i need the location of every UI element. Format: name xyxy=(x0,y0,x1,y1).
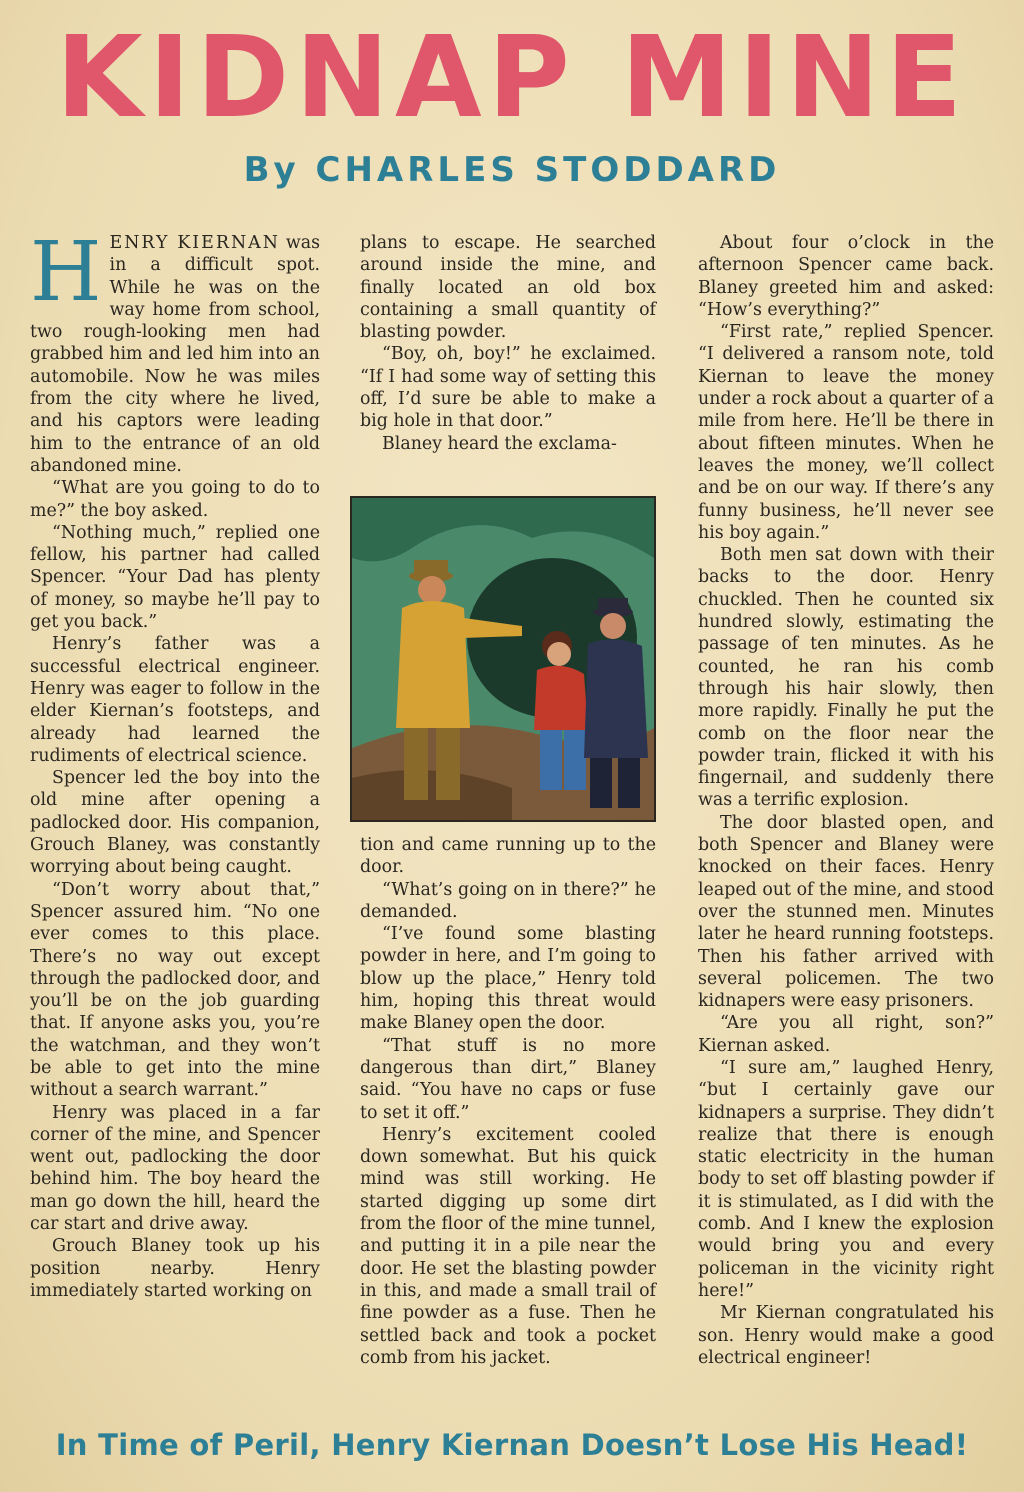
paragraph: “I sure am,” laughed Henry, “but I certainly gave our kidnapers a surprise. They didn’t realize that there is enough static electricity in the human body to set off blasting powder if it is stimulated, as I did with the comb. And I knew the explosion would bring you and every policeman in the vicinity right here!” xyxy=(698,1057,994,1301)
mine-scene-image xyxy=(352,498,654,820)
footer-tagline: In Time of Peril, Henry Kiernan Doesn’t Lose His Head! xyxy=(55,1428,969,1462)
column-2-top xyxy=(360,232,656,455)
story-title: KIDNAP MINE xyxy=(55,13,969,143)
paragraph: “Don’t worry about that,” Spencer assured him. “No one ever comes to this place. There’s no way out except through the padlocked door, and you’ll be on the job guarding that. If anyone asks you, you’re the watchman, and they won’t be able to get into the mine without a search warrant.” xyxy=(30,879,320,1101)
paragraph: The door blasted open, and both Spencer and Blaney were knocked on their faces. Henry leaped out of the mine, and stood over the stunned men. Minutes later he heard running footsteps. Then his father arrived with several policemen. The two kidnapers were easy prisoners. xyxy=(698,812,994,1012)
paragraph: Henry’s father was a successful electrical engineer. Henry was eager to follow in the elder Kiernan’s footsteps, and already had learned the rudiments of electrical science. xyxy=(30,634,320,766)
paragraph: “That stuff is no more dangerous than dirt,” Blaney said. “You have no caps or fuse to set it off.” xyxy=(360,1035,656,1123)
paragraph: Spencer led the boy into the old mine after opening a padlocked door. His companion, Grouch Blaney, was constantly worrying about being caught. xyxy=(30,768,320,878)
drop-cap: H xyxy=(30,225,102,320)
paragraph: “Boy, oh, boy!” he exclaimed. “If I had some way of setting this off, I’d sure be able to make a big hole in that door.” xyxy=(360,344,656,432)
paragraph: Mr Kiernan congratulated his son. Henry would make a good electrical engineer! xyxy=(698,1303,994,1368)
paragraph: Grouch Blaney took up his position nearby. Henry immediately started working on xyxy=(30,1236,320,1301)
paragraph: “First rate,” replied Spencer. “I delivered a ransom note, told Kiernan to leave the money under a rock about a quarter of a mile from here. He’ll be there in about fifteen minutes. When he leaves the money, we’ll collect and be on our way. If there’s any funny business, he’ll never see his boy again.” xyxy=(698,322,994,543)
paragraph: “What’s going on in there?” he demanded. xyxy=(360,879,656,922)
column-1 xyxy=(30,225,320,1302)
column-2-bottom xyxy=(360,834,656,1369)
paragraph: Both men sat down with their backs to the door. Henry chuckled. Then he counted six hundred slowly, estimating the passage of ten minutes. As he counted, he ran his comb through his hair slowly, then more rapidly. Finally he put the comb on the floor near the powder train, flicked it with his fingernail, and suddenly there was a terrific explosion. xyxy=(698,545,994,811)
paragraph: About four o’clock in the afternoon Spencer came back. Blaney greeted him and asked: “How’s everything?” xyxy=(698,233,994,320)
paragraph-text: was in a difficult spot. While he was on the way home from school, two rough-looking men had grabbed him and led him into an automobile. Now he was miles from the city where he lived, and his captors were leading him to the entrance of an old abandoned mine. xyxy=(30,233,320,476)
paragraph: Henry’s excitement cooled down somewhat. But his quick mind was still working. He started digging up some dirt from the floor of the mine tunnel, and putting it in a pile near the door. He set the blasting powder in this, and made a small trail of fine powder as a fuse. Then he settled back and took a pocket comb from his jacket. xyxy=(360,1124,656,1368)
paragraph: “Are you all right, son?” Kiernan asked. xyxy=(698,1013,994,1056)
paragraph: “I’ve found some blasting powder in here, and I’m going to blow up the place,” Henry told him, hoping this threat would make Blaney open the door. xyxy=(360,924,656,1034)
paragraph: tion and came running up to the door. xyxy=(360,835,656,878)
paragraph: “What are you going to do to me?” the boy asked. xyxy=(30,478,320,521)
paragraph: plans to escape. He searched around inside the mine, and finally located an old box containing a small quantity of blasting powder. xyxy=(360,233,656,343)
paragraph: “Nothing much,” replied one fellow, his partner had called Spencer. “Your Dad has plenty of money, so maybe he’ll pay to get you back.” xyxy=(30,522,320,633)
story-illustration xyxy=(350,496,656,822)
column-3 xyxy=(698,232,994,1369)
paragraph: Henry was placed in a far corner of the mine, and Spencer went out, padlocking the door behind him. The boy heard the man go down the hill, heard the car start and drive away. xyxy=(30,1102,320,1235)
paragraph: Blaney heard the exclama- xyxy=(382,433,617,454)
opening-paragraph xyxy=(30,225,320,477)
lead-caps: ENRY KIERNAN xyxy=(109,233,280,253)
byline: By CHARLES STODDARD xyxy=(243,150,781,190)
